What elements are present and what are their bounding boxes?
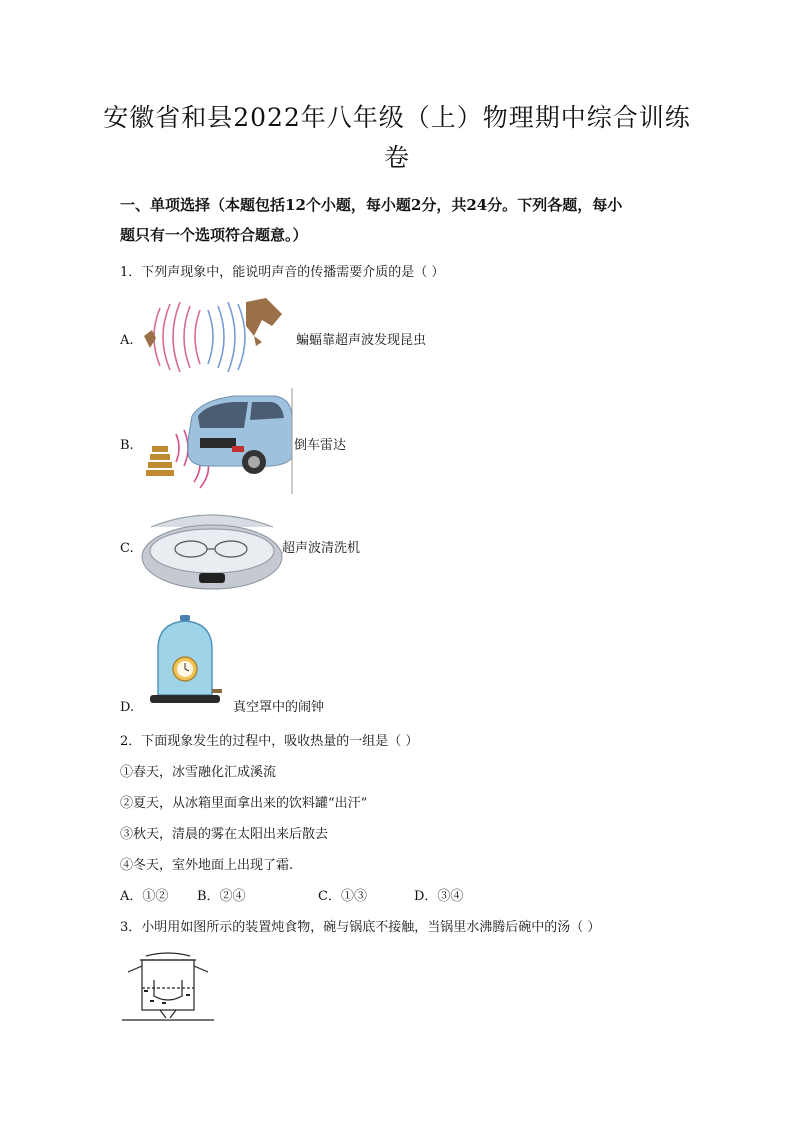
question-2-item-1: ①春天，冰雪融化汇成溪流 bbox=[120, 765, 277, 780]
question-2-choice-a: A．①② bbox=[120, 889, 169, 904]
question-2-choice-b: B．②④ bbox=[197, 889, 246, 904]
question-2-stem: 2．下面现象发生的过程中，吸收热量的一组是（ ） bbox=[120, 734, 419, 749]
option-a-caption: 蝙蝠靠超声波发现昆虫 bbox=[296, 333, 427, 348]
option-c-letter: C. bbox=[120, 541, 134, 556]
bat-ultrasound-image bbox=[142, 296, 292, 378]
question-1-stem: 1．下列声现象中，能说明声音的传播需要介质的是（ ） bbox=[120, 265, 445, 280]
option-b-caption: 倒车雷达 bbox=[294, 438, 347, 453]
section-header-continued: 题只有一个选项符合题意。） bbox=[120, 226, 308, 244]
question-3-stem: 3．小明用如图所示的装置炖食物，碗与锅底不接触，当锅里水沸腾后碗中的汤（ ） bbox=[120, 920, 601, 935]
steaming-pot-diagram bbox=[120, 950, 216, 1024]
bell-jar-alarm-clock-image bbox=[150, 615, 230, 709]
option-c-caption: 超声波清洗机 bbox=[282, 541, 361, 556]
section-header: 一、单项选择（本题包括12个小题，每小题2分，共24分。下列各题，每小 bbox=[120, 196, 623, 214]
page-title: 安徽省和县2022年八年级（上）物理期中综合训练 bbox=[103, 103, 691, 132]
ultrasonic-cleaner-image bbox=[141, 509, 283, 593]
option-b-letter: B. bbox=[120, 438, 134, 453]
page-title-continued: 卷 bbox=[383, 143, 410, 172]
option-d-caption: 真空罩中的闹钟 bbox=[233, 700, 325, 715]
question-2-choice-d: D．③④ bbox=[414, 889, 464, 904]
option-a-letter: A. bbox=[120, 333, 134, 348]
option-d-letter: D. bbox=[120, 700, 135, 715]
question-2-choice-c: C．①③ bbox=[318, 889, 367, 904]
question-2-item-3: ③秋天，清晨的雾在太阳出来后散去 bbox=[120, 827, 329, 842]
car-reversing-radar-image bbox=[144, 388, 294, 494]
question-2-item-2: ②夏天，从冰箱里面拿出来的饮料罐“出汗” bbox=[120, 796, 368, 811]
question-2-item-4: ④冬天，室外地面上出现了霜. bbox=[120, 858, 294, 873]
